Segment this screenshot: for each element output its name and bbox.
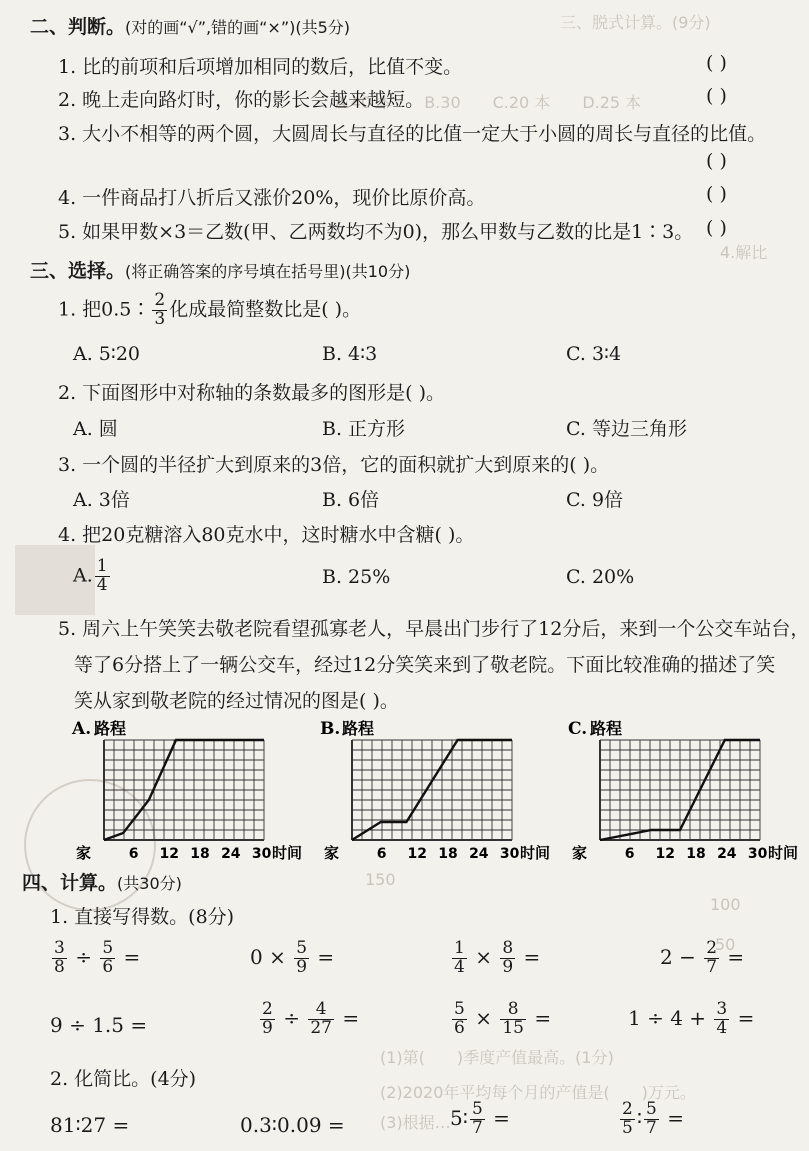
judge-q4-answer[interactable]: ( ) xyxy=(706,183,727,205)
numerator: 5 xyxy=(102,938,114,958)
equals: = xyxy=(317,944,335,969)
operator: ÷ xyxy=(75,944,92,969)
judge-q5: 5. 如果甲数×3＝乙数(甲、乙两数均不为0)，那么甲数与乙数的比是1∶3。 xyxy=(58,221,694,243)
ratio-expr-1[interactable]: 81∶27 = xyxy=(50,1113,130,1137)
choice-q5-line3[interactable]: 笑从家到敬老院的经过情况的图是( )。 xyxy=(74,690,399,712)
fraction xyxy=(470,1101,485,1138)
x-tick-label: 24 xyxy=(221,846,241,862)
numerator: 8 xyxy=(502,938,514,958)
denominator: 4 xyxy=(716,1017,728,1038)
choice-q2-option-c[interactable]: C. 等边三角形 xyxy=(566,418,687,440)
fraction xyxy=(644,1101,659,1138)
ratio-expr-3[interactable] xyxy=(450,1101,510,1138)
x-axis-label: 时间 xyxy=(520,844,551,862)
section-3-title: 三、选择。 xyxy=(30,260,126,282)
numerator: 3 xyxy=(54,938,65,958)
numerator: 1 xyxy=(454,938,465,958)
choice-q3[interactable]: 3. 一个圆的半径扩大到原来的3倍，它的面积就扩大到原来的( )。 xyxy=(58,454,610,476)
choice-q4-option-b[interactable]: B. 25% xyxy=(322,566,391,588)
equals: = xyxy=(523,944,541,969)
graph-c[interactable] xyxy=(568,718,798,860)
fraction xyxy=(294,940,309,977)
section-2-note: (对的画“√”,错的画“×”)(共5分) xyxy=(125,18,351,37)
y-axis-label: 路程 xyxy=(94,719,127,738)
graph-b[interactable] xyxy=(320,718,550,860)
denominator: 5 xyxy=(622,1117,633,1138)
y-axis-label: 路程 xyxy=(342,719,375,738)
denominator: 6 xyxy=(454,1017,465,1038)
choice-q4[interactable]: 4. 把20克糖溶入80克水中，这时糖水中含糖( )。 xyxy=(58,524,475,546)
judge-q2: 2. 晚上走向路灯时，你的影长会越来越短。 xyxy=(58,89,425,111)
section-4-title: 四、计算。 xyxy=(22,872,118,894)
choice-q1-option-c[interactable]: C. 3∶4 xyxy=(566,343,622,365)
denominator: 9 xyxy=(296,956,308,977)
choice-q2-option-a[interactable]: A. 圆 xyxy=(73,418,118,440)
choice-q3-option-a[interactable]: A. 3倍 xyxy=(73,489,130,511)
equals: = xyxy=(667,1105,684,1130)
calc-expr-7[interactable] xyxy=(450,1001,551,1038)
operator: × xyxy=(475,944,492,969)
choice-q3-option-b[interactable]: B. 6倍 xyxy=(322,489,380,511)
equals: = xyxy=(493,1105,510,1130)
x-tick-label: 12 xyxy=(655,846,676,862)
fraction xyxy=(500,1001,526,1038)
x-tick-label: 24 xyxy=(469,846,489,862)
numerator: 5 xyxy=(646,1099,657,1119)
choice-q5-line1: 5. 周六上午笑笑去敬老院看望孤寡老人，早晨出门步行了12分后，来到一个公交车站台， xyxy=(58,618,809,640)
ratio-expr-4[interactable]: $\frac{2}{5}$ ∶ $\frac{5}{7}$ = xyxy=(622,1099,684,1138)
y-axis-label: 路程 xyxy=(590,719,623,738)
section-2-heading xyxy=(30,12,350,39)
denominator: 7 xyxy=(706,956,718,977)
denominator: 7 xyxy=(471,1117,483,1138)
equals: = xyxy=(534,1005,552,1030)
calc-subheading-2: 2. 化简比。(4分) xyxy=(50,1068,197,1090)
x-axis-origin-label: 家 xyxy=(324,844,340,862)
chart-grid xyxy=(600,740,760,840)
section-3-heading xyxy=(30,256,410,283)
equals: = xyxy=(727,944,745,969)
judge-q2-answer[interactable]: ( ) xyxy=(706,85,727,107)
distance-time-chart xyxy=(568,718,799,862)
numerator: 5 xyxy=(296,938,308,958)
fraction xyxy=(52,940,67,977)
numerator: 4 xyxy=(308,1001,334,1020)
x-axis-origin-label: 家 xyxy=(572,844,588,862)
numerator: 3 xyxy=(716,999,728,1019)
numerator: 1 xyxy=(96,556,108,576)
operator: ÷ xyxy=(283,1005,300,1030)
fraction xyxy=(100,940,115,977)
fraction xyxy=(704,940,719,977)
x-tick-label: 6 xyxy=(128,846,139,862)
calc-expr-3[interactable] xyxy=(450,940,540,977)
ratio-expr-2[interactable]: 0.3∶0.09 = xyxy=(240,1113,345,1137)
choice-q2[interactable]: 2. 下面图形中对称轴的条数最多的图形是( )。 xyxy=(58,382,446,404)
choice-q1-option-a[interactable]: A. 5∶20 xyxy=(73,343,141,365)
judge-q3: 3. 大小不相等的两个圆，大圆周长与直径的比值一定大于小圆的周长与直径的比值。 xyxy=(58,123,767,145)
fraction xyxy=(452,1001,467,1038)
x-axis-origin-label: 家 xyxy=(76,844,92,862)
denominator: 6 xyxy=(102,956,114,977)
fraction xyxy=(620,1101,635,1138)
choice-q1-option-b[interactable]: B. 4∶3 xyxy=(322,343,378,365)
denominator: 4 xyxy=(96,574,108,595)
denominator: 15 xyxy=(502,1017,524,1038)
calc-subheading-1: 1. 直接写得数。(8分) xyxy=(50,906,235,928)
choice-q4-option-c[interactable]: C. 20% xyxy=(566,566,635,588)
denominator: 8 xyxy=(54,956,65,977)
choice-q4-option-a[interactable] xyxy=(73,558,112,595)
equals: = xyxy=(737,1005,755,1030)
numerator: 2 xyxy=(622,1099,633,1119)
x-axis-label: 时间 xyxy=(768,844,799,862)
x-tick-label: 18 xyxy=(438,846,458,862)
expr-prefix: 2 − xyxy=(660,944,696,969)
x-tick-label: 12 xyxy=(407,846,428,862)
equals: = xyxy=(342,1005,360,1030)
graph-a[interactable] xyxy=(72,718,302,860)
expr-prefix: 0 × xyxy=(250,944,286,969)
graph-option-label: A. xyxy=(72,719,92,739)
x-tick-label: 30 xyxy=(499,846,520,862)
choice-q1-pre: 1. 把0.5∶ xyxy=(58,298,151,321)
judge-q4: 4. 一件商品打八折后又涨价20%，现价比原价高。 xyxy=(58,187,486,209)
x-tick-label: 6 xyxy=(624,846,635,862)
calc-expr-8[interactable] xyxy=(628,1001,754,1038)
fraction xyxy=(500,940,515,977)
x-tick-label: 30 xyxy=(251,846,272,862)
graph-option-label: C. xyxy=(568,719,588,739)
expr-prefix: 5∶ xyxy=(450,1105,468,1130)
numerator: 5 xyxy=(471,1099,483,1119)
numerator: 2 xyxy=(154,290,166,310)
denominator: 9 xyxy=(262,1017,273,1038)
expr-prefix: 1 ÷ 4 + xyxy=(628,1005,707,1030)
calc-expr-4[interactable] xyxy=(660,940,744,977)
x-tick-label: 6 xyxy=(376,846,387,862)
section-2-title: 二、判断。 xyxy=(30,16,126,38)
fraction xyxy=(152,292,167,329)
choice-q1-post[interactable]: 化成最简整数比是( )。 xyxy=(169,298,362,321)
option-a-label: A. xyxy=(73,564,93,587)
equals: = xyxy=(123,944,141,969)
distance-time-chart xyxy=(320,718,551,862)
fraction xyxy=(95,558,110,595)
judge-q1: 1. 比的前项和后项增加相同的数后，比值不变。 xyxy=(58,56,463,78)
numerator: 5 xyxy=(454,999,465,1019)
choice-q2-option-b[interactable]: B. 正方形 xyxy=(322,418,406,440)
choice-q3-option-c[interactable]: C. 9倍 xyxy=(566,489,624,511)
judge-q1-answer[interactable]: ( ) xyxy=(706,52,727,74)
fraction xyxy=(714,1001,729,1038)
distance-time-chart xyxy=(72,718,303,862)
denominator: 7 xyxy=(646,1117,657,1138)
x-axis-label: 时间 xyxy=(272,844,303,862)
numerator: 2 xyxy=(706,938,718,958)
calc-expr-6[interactable] xyxy=(258,1001,359,1038)
calc-expr-5[interactable]: 9 ÷ 1.5 = xyxy=(50,1013,148,1037)
x-tick-label: 18 xyxy=(190,846,210,862)
fraction xyxy=(260,1001,275,1038)
calc-expr-2[interactable] xyxy=(250,940,334,977)
denominator: 3 xyxy=(154,308,166,329)
section-4-note: (共30分) xyxy=(117,874,182,893)
denominator: 27 xyxy=(310,1017,332,1038)
graph-option-label: B. xyxy=(320,719,341,739)
judge-q5-answer[interactable]: ( ) xyxy=(706,217,727,239)
x-tick-label: 30 xyxy=(747,846,768,862)
fraction xyxy=(452,940,467,977)
numerator: 8 xyxy=(500,1001,526,1020)
fraction xyxy=(308,1001,334,1038)
judge-q3-answer[interactable]: ( ) xyxy=(706,150,727,172)
numerator: 2 xyxy=(262,999,273,1019)
denominator: 9 xyxy=(502,956,514,977)
operator: × xyxy=(475,1005,492,1030)
x-tick-label: 12 xyxy=(159,846,180,862)
x-tick-label: 24 xyxy=(717,846,737,862)
choice-q5-line2: 等了6分搭上了一辆公交车，经过12分笑笑来到了敬老院。下面比较准确的描述了笑 xyxy=(74,654,776,676)
section-3-note: (将正确答案的序号填在括号里)(共10分) xyxy=(125,262,411,281)
section-4-heading xyxy=(22,868,182,895)
calc-expr-1[interactable] xyxy=(50,940,140,977)
choice-q1 xyxy=(58,292,361,329)
x-tick-label: 18 xyxy=(686,846,706,862)
denominator: 4 xyxy=(454,956,465,977)
